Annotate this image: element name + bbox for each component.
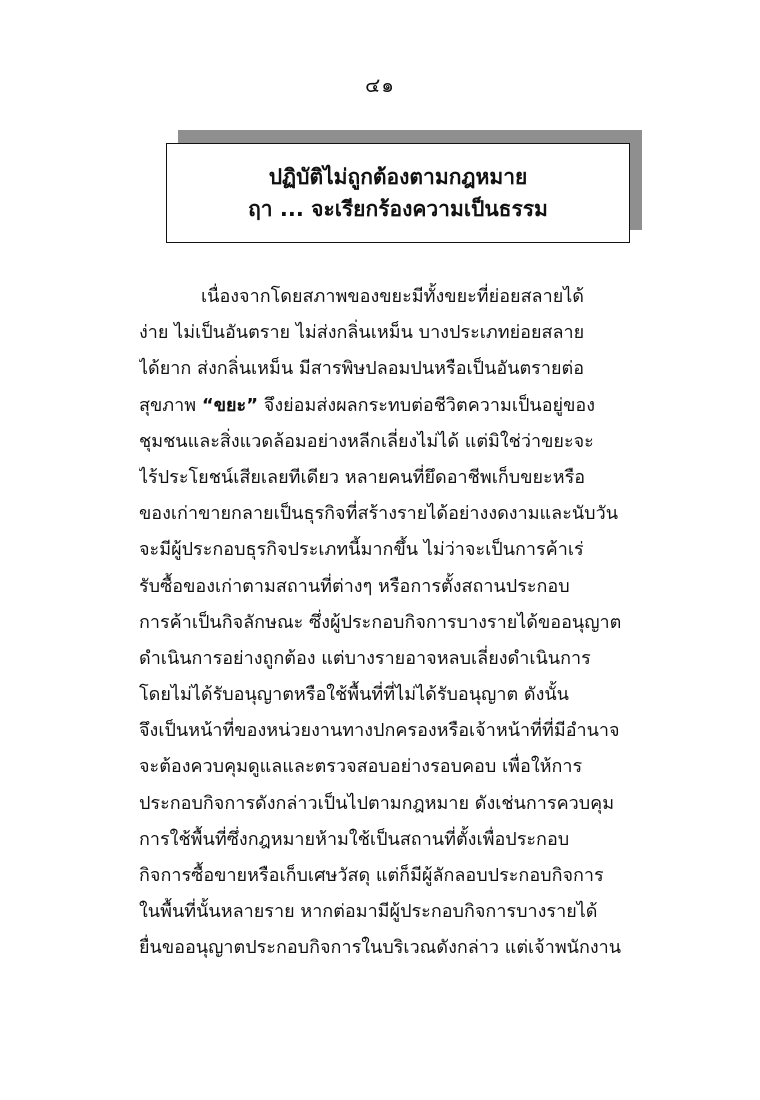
body-line-17: กิจการซื้อขายหรือเก็บเศษวัสดุ แต่ก็มีผู้ลักลอบประกอบกิจการ [139, 865, 604, 886]
body-line-4-start: สุขภาพ [139, 394, 202, 416]
body-line-11: ดำเนินการอย่างถูกต้อง แต่บางรายอาจหลบเลี่ยงดำเนินการ [139, 647, 591, 669]
body-line-5: ชุมชนและสิ่งแวดล้อมอย่างหลีกเลี่ยงไม่ได้ แต่มิใช่ว่าขยะจะ [139, 430, 594, 452]
body-line-4-end: จึงย่อมส่งผลกระทบต่อชีวิตความเป็นอยู่ของ [258, 394, 595, 416]
title-line-2: ฤา ... จะเรียกร้องความเป็นธรรม [248, 197, 548, 221]
body-line-15: ประกอบกิจการดังกล่าวเป็นไปตามกฎหมาย ดังเช่นการควบคุม [139, 792, 615, 814]
page-number: ๔๑ [365, 73, 395, 97]
title-line-1: ปฏิบัติไม่ถูกต้องตามกฎหมาย [268, 165, 528, 189]
body-line-14: จะต้องควบคุมดูแลและตรวจสอบอย่างรอบคอบ เพื่อให้การ [139, 756, 583, 778]
body-line-10: การค้าเป็นกิจลักษณะ ซึ่งผู้ประกอบกิจการบางรายได้ขออนุญาต [139, 611, 622, 633]
body-line-13: จึงเป็นหน้าที่ของหน่วยงานทางปกครองหรือเจ้าหน้าที่ที่มีอำนาจ [139, 720, 620, 742]
body-line-4 [139, 388, 651, 424]
body-line-6: ไร้ประโยชน์เสียเลยทีเดียว หลายคนที่ยึดอาชีพเก็บขยะหรือ [139, 466, 586, 488]
body-line-18: ในพื้นที่นั้นหลายราย หากต่อมามีผู้ประกอบกิจการบางรายได้ [139, 901, 598, 923]
body-paragraph [139, 279, 651, 967]
title-box [166, 143, 630, 243]
body-line-1: เนื่องจากโดยสภาพของขยะมีทั้งขยะที่ย่อยสลายได้ [201, 286, 584, 307]
body-line-3: ได้ยาก ส่งกลิ่นเหม็น มีสารพิษปลอมปนหรือเป็นอันตรายต่อ [139, 358, 585, 380]
body-line-16: การใช้พื้นที่ซึ่งกฎหมายห้ามใช้เป็นสถานที่ตั้งเพื่อประกอบ [139, 828, 570, 850]
body-line-2: ง่าย ไม่เป็นอันตราย ไม่ส่งกลิ่นเหม็น บางประเภทย่อยสลาย [139, 322, 585, 344]
body-line-12: โดยไม่ได้รับอนุญาตหรือใช้พื้นที่ที่ไม่ได้รับอนุญาต ดังนั้น [139, 684, 569, 706]
body-line-19: ยื่นขออนุญาตประกอบกิจการในบริเวณดังกล่าว แต่เจ้าพนักงาน [139, 937, 622, 959]
body-line-7: ของเก่าขายกลายเป็นธุรกิจที่สร้างรายได้อย่างงดงามและนับวัน [139, 503, 619, 525]
body-line-9: รับซื้อของเก่าตามสถานที่ต่างๆ หรือการตั้งสถานประกอบ [139, 575, 570, 597]
emphasized-term: “ขยะ” [201, 394, 259, 416]
body-line-8: จะมีผู้ประกอบธุรกิจประเภทนี้มากขึ้น ไม่ว่าจะเป็นการค้าเร่ [139, 539, 584, 561]
